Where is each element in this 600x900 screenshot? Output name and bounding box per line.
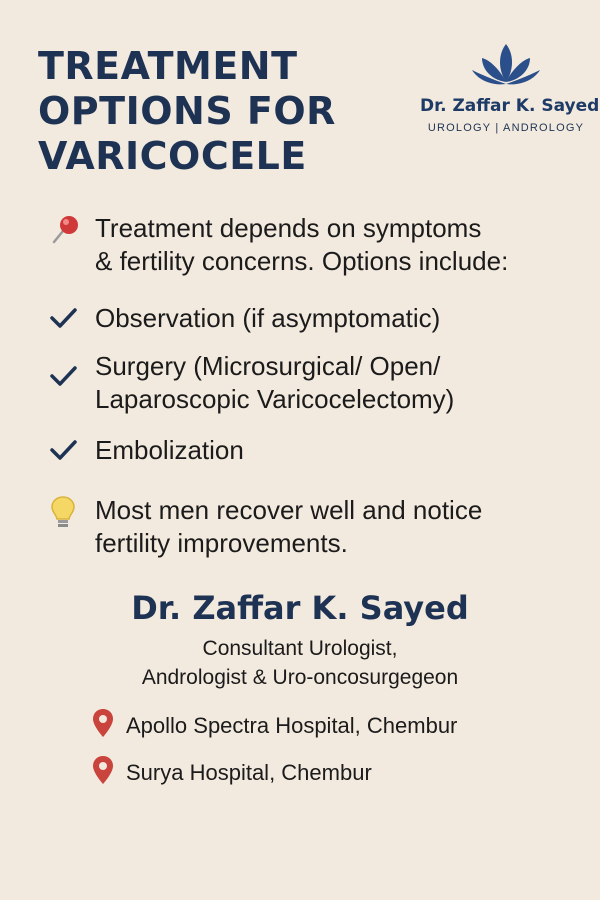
title-line-3: VARICOCELE <box>38 134 307 178</box>
checkmark-icon <box>48 302 95 332</box>
tip-text-line2: fertility improvements. <box>95 528 348 558</box>
title-line-2: OPTIONS FOR <box>38 89 336 133</box>
doctor-name: Dr. Zaffar K. Sayed <box>131 589 469 627</box>
list-item <box>48 350 570 416</box>
checkmark-icon <box>48 434 95 464</box>
intro-text-line1: Treatment depends on symptoms <box>95 213 482 243</box>
doctor-role-line2: Andrologist & Uro-oncosurgegeon <box>141 666 459 689</box>
map-pin-icon <box>92 755 126 791</box>
tip-row <box>48 494 570 560</box>
doctor-role <box>0 634 600 692</box>
list-item <box>48 302 570 335</box>
location-item <box>92 755 372 791</box>
checkmark-icon <box>48 350 95 390</box>
title-line-1: TREATMENT <box>38 44 298 88</box>
location-label: Surya Hospital, Chembur <box>126 760 372 785</box>
location-item <box>92 708 457 744</box>
brand-name: Dr. Zaffar K. Sayed <box>420 96 600 116</box>
option-text-line2: Laparoscopic Varicocelectomy) <box>95 384 455 414</box>
location-label: Apollo Spectra Hospital, Chembur <box>126 713 458 738</box>
doctor-block <box>0 588 600 692</box>
intro-text-line2: & fertility concerns. Options include: <box>95 246 509 276</box>
page-title <box>38 44 336 179</box>
list-item <box>48 434 570 467</box>
pushpin-icon <box>48 212 95 246</box>
option-text-line1: Observation (if asymptomatic) <box>95 303 441 333</box>
lotus-icon <box>470 40 542 88</box>
brand-tagline: UROLOGY | ANDROLOGY <box>427 122 585 134</box>
intro-row <box>48 212 570 278</box>
option-text-line1: Embolization <box>95 435 244 465</box>
brand-logo-block <box>420 40 600 134</box>
doctor-role-line1: Consultant Urologist, <box>202 637 398 660</box>
lightbulb-icon <box>48 494 95 530</box>
tip-text-line1: Most men recover well and notice <box>95 495 483 525</box>
option-text-line1: Surgery (Microsurgical/ Open/ <box>95 351 441 381</box>
map-pin-icon <box>92 708 126 744</box>
